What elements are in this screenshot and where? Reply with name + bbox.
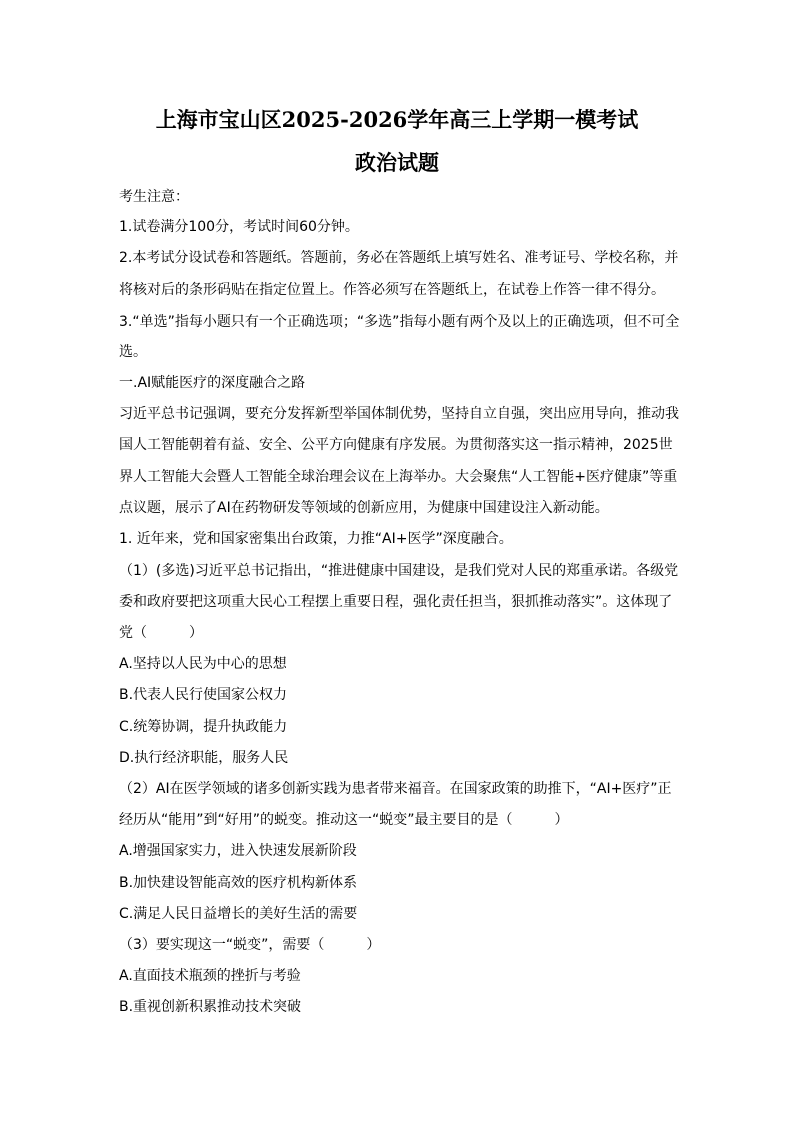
notice-item-3-line-2: 选。 <box>119 344 147 360</box>
notice-heading: 考生注意： <box>119 189 189 205</box>
option-1-1-d: D.执行经济职能，服务人民 <box>119 750 289 766</box>
exam-title: 上海市宝山区2025-2026学年高三上学期一模考试 <box>155 107 639 132</box>
question-1-3-line-1: （3）要实现这一“蜕变”，需要（ ） <box>119 937 381 953</box>
option-1-2-a: A.增强国家实力，进入快速发展新阶段 <box>119 843 357 859</box>
question-1-1-line-1: （1）(多选)习近平总书记指出，“推进健康中国建设，是我们党对人民的郑重承诺。各级党 <box>119 563 679 579</box>
question-1-1-line-3: 党（ ） <box>119 625 203 641</box>
question-1-1-line-2: 委和政府要把这项重大民心工程摆上重要日程，强化责任担当，狠抓推动落实”。这体现了 <box>119 594 673 610</box>
section-heading: 一.AI赋能医疗的深度融合之路 <box>119 375 306 391</box>
question-1-2-line-2: 经历从“能用”到“好用”的蜕变。推动这一“蜕变”最主要目的是（ ） <box>119 812 569 828</box>
option-1-3-b: B.重视创新积累推动技术突破 <box>119 999 302 1015</box>
exam-subtitle: 政治试题 <box>355 150 439 175</box>
question-1-stem: 1. 近年来，党和国家密集出台政策，力推“AI+医学”深度融合。 <box>119 531 513 547</box>
option-1-1-c: C.统筹协调，提升执政能力 <box>119 719 288 735</box>
intro-line-1: 习近平总书记强调，要充分发挥新型举国体制优势，坚持自立自强，突出应用导向，推动我 <box>119 406 679 422</box>
notice-item-2-line-1: 2.本考试分设试卷和答题纸。答题前，务必在答题纸上填写姓名、准考证号、学校名称，并 <box>119 250 679 266</box>
option-1-1-a: A.坚持以人民为中心的思想 <box>119 656 287 672</box>
question-1-2-line-1: （2）AI在医学领域的诸多创新实践为患者带来福音。在国家政策的助推下，“AI+医疗”正 <box>119 781 672 797</box>
intro-line-3: 界人工智能大会暨人工智能全球治理会议在上海举办。大会聚焦“人工智能+医疗健康”等重 <box>119 469 678 485</box>
notice-item-3-line-1: 3.“单选”指每小题只有一个正确选项；“多选”指每小题有两个及以上的正确选项，但不可全 <box>119 314 680 330</box>
option-1-2-c: C.满足人民日益增长的美好生活的需要 <box>119 906 358 922</box>
notice-item-2-line-2: 将核对后的条形码贴在指定位置上。作答必须写在答题纸上，在试卷上作答一律不得分。 <box>119 282 665 298</box>
option-1-2-b: B.加快建设智能高效的医疗机构新体系 <box>119 875 358 891</box>
intro-line-4: 点议题，展示了AI在药物研发等领域的创新应用，为健康中国建设注入新动能。 <box>119 500 609 516</box>
notice-item-1: 1.试卷满分100分，考试时间60分钟。 <box>119 219 359 235</box>
option-1-3-a: A.直面技术瓶颈的挫折与考验 <box>119 968 301 984</box>
intro-line-2: 国人工智能朝着有益、安全、公平方向健康有序发展。为贯彻落实这一指示精神，2025世 <box>119 437 673 453</box>
option-1-1-b: B.代表人民行使国家公权力 <box>119 687 288 703</box>
